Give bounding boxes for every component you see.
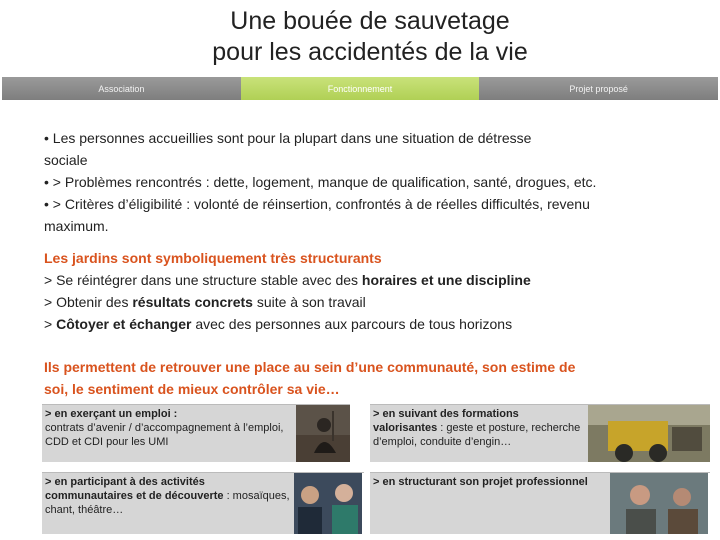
jardins-item-3-text: > bbox=[44, 316, 57, 332]
photo-machinery bbox=[588, 405, 710, 462]
jardins-item-2-text: > Obtenir des bbox=[44, 294, 133, 310]
card-activites-text bbox=[42, 473, 294, 534]
public-line-3: • > Critères d’éligibilité : volonté de réinsertion, confrontés à de réelles difficultés, revenu bbox=[44, 196, 590, 212]
public-line-1: • Les personnes accueillies sont pour la plupart dans une situation de détresse bbox=[44, 130, 532, 146]
title-line-2: pour les accidentés de la vie bbox=[212, 38, 528, 66]
jardins-item-1-text: > Se réintégrer dans une structure stable avec des bbox=[44, 272, 362, 288]
public-line-2: • > Problèmes rencontrés : dette, logement, manque de qualification, santé, drogues, etc. bbox=[44, 174, 597, 190]
card-formations-text bbox=[370, 405, 588, 462]
card-formations bbox=[370, 404, 710, 462]
jardins-item-1 bbox=[44, 269, 674, 291]
nav-bar bbox=[2, 77, 718, 100]
card-activites-desc: : mosaïques, chant, théâtre… bbox=[45, 490, 290, 516]
card-projet-title: > en structurant son projet professionnel bbox=[373, 476, 588, 488]
card-emploi bbox=[42, 404, 350, 462]
jardins-item-3 bbox=[44, 313, 674, 335]
title-line-1: Une bouée de sauvetage bbox=[230, 7, 510, 35]
jardins-item-1-bold: horaires et une discipline bbox=[361, 272, 531, 288]
communaute-heading-1: Ils permettent de retrouver une place au sein d’une communauté, son estime de bbox=[44, 359, 576, 375]
communaute-heading-2: soi, le sentiment de mieux contrôler sa vie… bbox=[44, 381, 340, 397]
card-formations-desc: : geste et posture, recherche d’emploi, conduite d’engin… bbox=[373, 422, 581, 448]
jardins-heading: Les jardins sont symboliquement très structurants bbox=[44, 250, 382, 266]
section-public bbox=[44, 127, 674, 237]
jardins-item-2-bold: résultats concrets bbox=[132, 294, 253, 310]
photo-meeting bbox=[610, 473, 708, 534]
jardins-item-3-post: avec des personnes aux parcours de tous horizons bbox=[191, 316, 513, 332]
jardins-item-3-bold: Côtoyer et échanger bbox=[56, 316, 192, 332]
card-formations-title: > en suivant des formations valorisantes bbox=[373, 408, 519, 434]
jardins-item-2 bbox=[44, 291, 674, 313]
card-emploi-desc: contrats d’avenir / d’accompagnement à l’emploi, CDD et CDI pour les UMI bbox=[45, 422, 284, 448]
jardins-item-2-post: suite à son travail bbox=[252, 294, 366, 310]
card-activites bbox=[42, 472, 364, 534]
tab-projet-propose[interactable]: Projet proposé bbox=[479, 77, 718, 100]
section-communaute bbox=[44, 356, 674, 400]
public-line-1b: sociale bbox=[44, 152, 88, 168]
section-jardins bbox=[44, 247, 674, 335]
photo-group bbox=[294, 473, 362, 534]
tab-association[interactable]: Association bbox=[2, 77, 241, 100]
photo-gardener bbox=[296, 405, 350, 462]
card-emploi-text bbox=[42, 405, 296, 462]
public-line-3b: maximum. bbox=[44, 218, 109, 234]
card-emploi-title: > en exerçant un emploi : bbox=[45, 408, 178, 420]
card-projet-text bbox=[370, 473, 610, 534]
card-projet bbox=[370, 472, 710, 534]
card-activites-title: > en participant à des activités communautaires et de découverte bbox=[45, 476, 224, 502]
slide-title bbox=[0, 6, 720, 68]
tab-fonctionnement[interactable]: Fonctionnement bbox=[241, 77, 480, 100]
